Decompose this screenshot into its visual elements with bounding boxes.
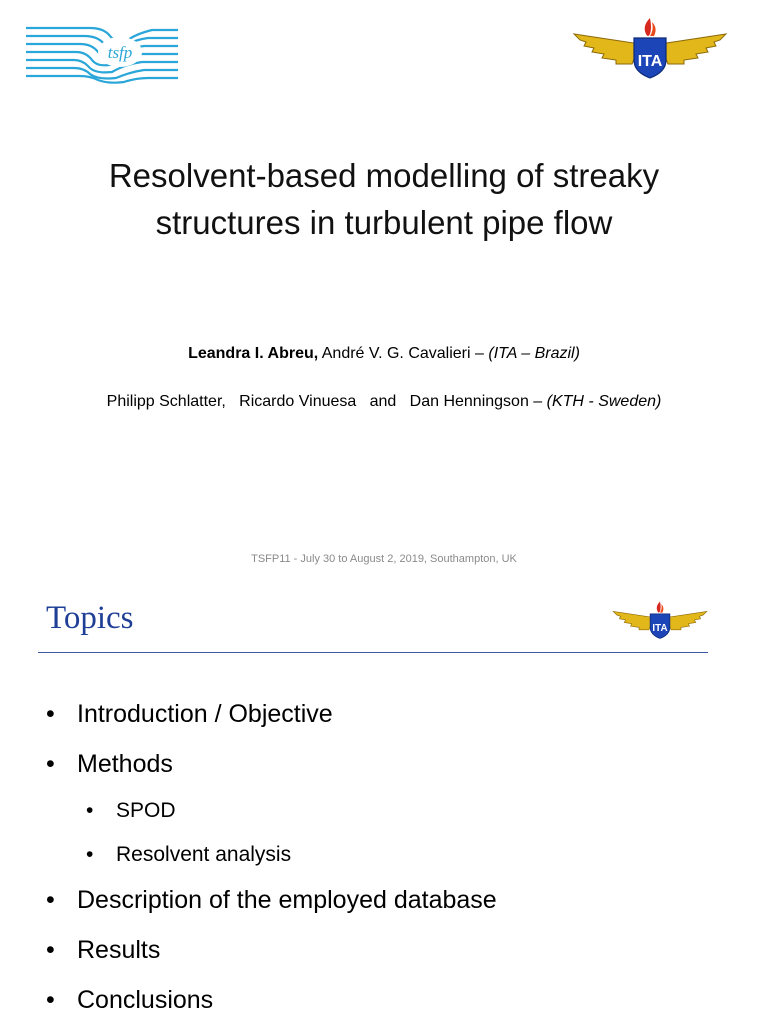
- topic-label: Description of the employed database: [77, 886, 497, 914]
- bullet: •: [46, 886, 55, 914]
- topic-label: Methods: [77, 750, 173, 778]
- svg-text:ITA: ITA: [652, 623, 668, 635]
- svg-text:tsfp: tsfp: [107, 43, 133, 62]
- topic-label: Conclusions: [77, 986, 214, 1014]
- authors-kth: Philipp Schlatter, Ricardo Vinuesa and Dan Henningson –: [106, 393, 543, 410]
- tsfp-logo: [24, 22, 180, 86]
- bullet: •: [86, 799, 94, 822]
- topic-label: Introduction / Objective: [77, 700, 333, 728]
- affiliation-ita: (ITA – Brazil): [488, 345, 580, 362]
- topic-label: Resolvent analysis: [116, 843, 292, 866]
- topics-slide: [0, 590, 768, 1024]
- svg-text:ITA: ITA: [637, 53, 663, 70]
- authors-line-2: [0, 393, 768, 411]
- author-secondary: André V. G. Cavalieri –: [321, 345, 484, 362]
- topic-label: Results: [77, 936, 161, 964]
- topic-label: SPOD: [116, 799, 176, 822]
- authors-line-1: [0, 345, 768, 363]
- ita-logo: [572, 14, 728, 82]
- title-line-2: structures in turbulent pipe flow: [155, 204, 613, 241]
- title-divider: [38, 652, 708, 653]
- conference-footer: TSFP11 - July 30 to August 2, 2019, Southampton, UK: [251, 553, 517, 565]
- affiliation-kth: (KTH - Sweden): [546, 393, 662, 410]
- author-primary: Leandra I. Abreu,: [188, 345, 319, 362]
- bullet: •: [46, 986, 55, 1014]
- bullet: •: [46, 750, 55, 778]
- topics-title: Topics: [46, 600, 134, 636]
- slide-title: [40, 152, 728, 246]
- ita-logo-small: [612, 598, 708, 642]
- bullet: •: [46, 936, 55, 964]
- title-line-1: Resolvent-based modelling of streaky: [108, 157, 660, 194]
- bullet: •: [86, 843, 94, 866]
- bullet: •: [46, 700, 55, 728]
